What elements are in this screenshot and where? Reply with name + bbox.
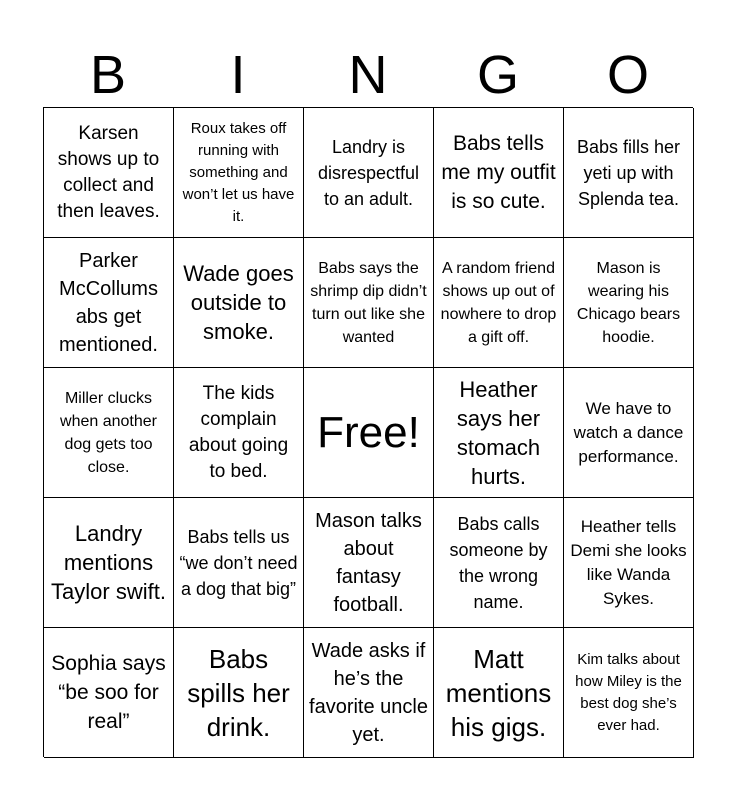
cell-text: Kim talks about how Miley is the best dog she’s ever had. (575, 650, 682, 734)
bingo-cell (44, 238, 174, 368)
bingo-cell (44, 368, 174, 498)
cell-text: Miller clucks when another dog gets too close. (60, 389, 157, 476)
bingo-cell (434, 628, 564, 758)
cell-text: Heather tells Demi she looks like Wanda Sykes. (570, 516, 687, 608)
bingo-cell (564, 108, 694, 238)
cell-text: Landry is disrespectful to an adult. (317, 136, 420, 209)
header-letter-i: I (230, 45, 246, 105)
free-space-text: Free! (317, 407, 420, 457)
bingo-cell (44, 108, 174, 238)
free-space-cell (304, 368, 434, 498)
cell-text: Babs tells me my outfit is so cute. (441, 132, 556, 213)
bingo-cell (434, 498, 564, 628)
cell-text: We have to watch a dance performance. (573, 398, 684, 466)
bingo-cell (44, 628, 174, 758)
cell-text: The kids complain about going to bed. (188, 382, 289, 482)
cell-text: Wade asks if he’s the favorite uncle yet. (309, 639, 428, 746)
header-letter-g: G (476, 45, 519, 105)
bingo-cell (174, 108, 304, 238)
cell-text: Landry mentions Taylor swift. (51, 521, 166, 604)
bingo-cell (434, 108, 564, 238)
bingo-cell (174, 368, 304, 498)
cell-text: Mason is wearing his Chicago bears hoodie. (576, 259, 681, 346)
cell-text: Parker McCollums abs get mentioned. (59, 249, 158, 356)
bingo-cell (564, 238, 694, 368)
cell-text: Babs says the shrimp dip didn’t turn out like she wanted (310, 259, 427, 346)
bingo-grid (43, 107, 693, 757)
cell-text: Karsen shows up to collect and then leaves. (57, 122, 160, 222)
cell-text: A random friend shows up out of nowhere to drop a gift off. (440, 259, 557, 346)
bingo-cell (304, 628, 434, 758)
bingo-cell (174, 628, 304, 758)
header-letter-b: B (89, 45, 127, 105)
cell-text: Babs fills her yeti up with Splenda tea. (576, 136, 681, 209)
bingo-cell (304, 498, 434, 628)
bingo-cell (434, 368, 564, 498)
bingo-cell (564, 368, 694, 498)
bingo-cell (174, 498, 304, 628)
bingo-header (43, 42, 693, 108)
bingo-cell (304, 238, 434, 368)
cell-text: Babs tells us “we don’t need a dog that big” (179, 526, 298, 599)
cell-text: Wade goes outside to smoke. (183, 261, 294, 344)
bingo-cell (564, 498, 694, 628)
cell-text: Babs spills her drink. (187, 643, 290, 742)
header-letter-o: O (606, 45, 649, 105)
bingo-cell (304, 108, 434, 238)
cell-text: Matt mentions his gigs. (445, 643, 552, 742)
bingo-cell (44, 498, 174, 628)
bingo-cell (174, 238, 304, 368)
cell-text: Babs calls someone by the wrong name. (449, 513, 548, 612)
cell-text: Mason talks about fantasy football. (315, 509, 422, 616)
bingo-cell (564, 628, 694, 758)
cell-text: Heather says her stomach hurts. (456, 376, 541, 489)
cell-text: Roux takes off running with something and won’t let us have it. (182, 119, 295, 225)
bingo-cell (434, 238, 564, 368)
header-letter-n: N (348, 45, 388, 105)
cell-text: Sophia says “be soo for real” (51, 652, 166, 733)
